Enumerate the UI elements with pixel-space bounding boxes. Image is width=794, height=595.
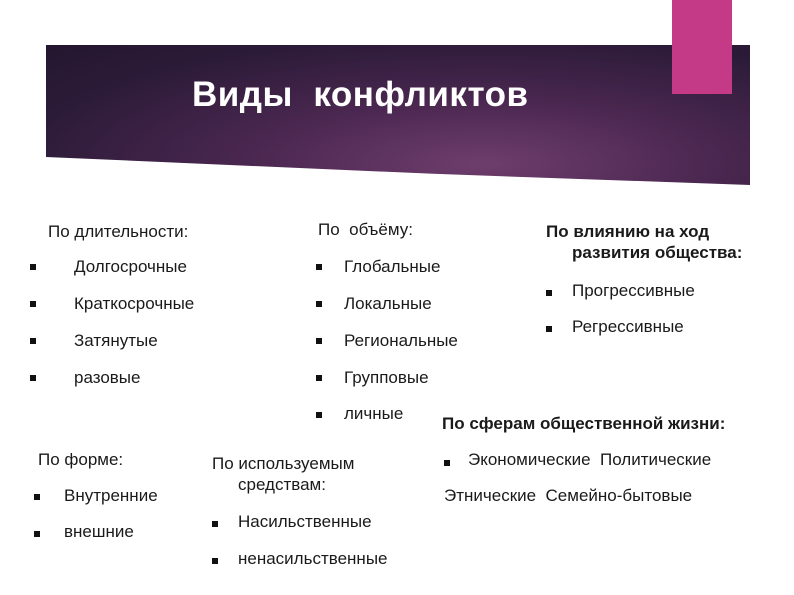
bullet-icon (34, 494, 40, 500)
bullet-icon (30, 338, 36, 344)
influence-heading-line2: развития общества: (572, 243, 743, 262)
list-item-label: ненасильственные (238, 549, 388, 568)
means-heading-line2: средствам: (238, 475, 326, 494)
list-item-label: личные (344, 404, 404, 423)
bullet-icon (30, 301, 36, 307)
list-item-label: Региональные (344, 331, 458, 350)
bullet-icon (316, 412, 322, 418)
list-item-label: Краткосрочные (74, 294, 195, 313)
title-banner (46, 45, 750, 185)
list-item-label: Регрессивные (572, 317, 684, 336)
bullet-icon (546, 290, 552, 296)
bullet-icon (212, 521, 218, 527)
accent-bar (672, 0, 732, 94)
list-item-label: Долгосрочные (74, 257, 187, 276)
duration-heading: По длительности: (48, 222, 189, 241)
spheres-heading: По сферам общественной жизни: (442, 414, 726, 433)
bullet-icon (316, 338, 322, 344)
list-item-label: внешние (64, 522, 134, 541)
bullet-icon (212, 558, 218, 564)
bullet-icon (30, 375, 36, 381)
bullet-icon (444, 460, 450, 466)
bullet-icon (316, 301, 322, 307)
spheres-line2: Этнические Семейно-бытовые (444, 486, 693, 505)
bullet-icon (34, 531, 40, 537)
form-heading: По форме: (38, 450, 124, 469)
list-item-label: Прогрессивные (572, 281, 695, 300)
bullet-icon (316, 264, 322, 270)
means-heading-line1: По используемым (212, 454, 355, 473)
list-item-label: Внутренние (64, 486, 158, 505)
list-item-label: Насильственные (238, 512, 372, 531)
list-item-label: Глобальные (344, 257, 441, 276)
list-item-label: разовые (74, 368, 141, 387)
volume-heading: По объёму: (318, 220, 413, 239)
bullet-icon (546, 326, 552, 332)
bullet-icon (316, 375, 322, 381)
bullet-icon (30, 264, 36, 270)
list-item-label: Групповые (344, 368, 429, 387)
slide-title: Виды конфликтов (192, 75, 529, 114)
list-item-label: Локальные (344, 294, 432, 313)
list-item-label: Затянутые (74, 331, 158, 350)
influence-heading-line1: По влиянию на ход (546, 222, 710, 241)
spheres-line1: Экономические Политические (468, 450, 712, 469)
